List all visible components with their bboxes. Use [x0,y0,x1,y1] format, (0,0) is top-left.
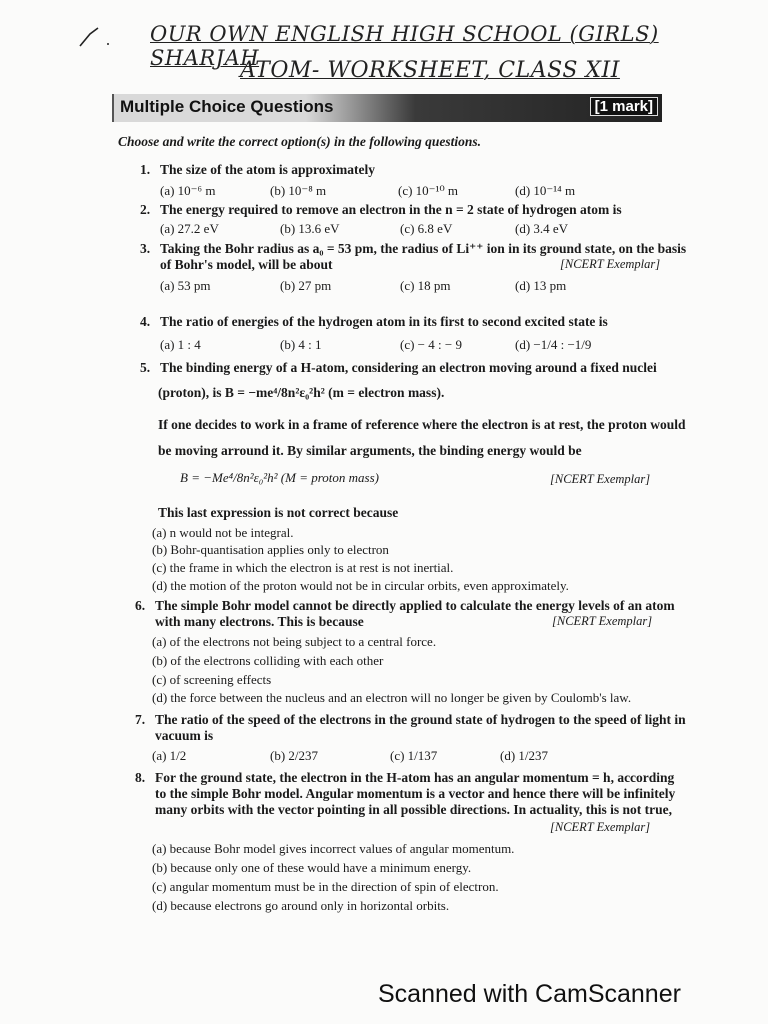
q6-option-a: (a) of the electrons not being subject to a central force. [152,634,437,649]
question-3: 3. Taking the Bohr radius as a₀ = 53 pm, the radius of Li⁺⁺ ion in its ground state, on the basis [140,241,687,256]
question-3-cont: of Bohr's model, will be about [160,257,333,272]
q4-option-c: (c) − 4 : − 9 [400,337,462,352]
q7-option-b: (b) 2/237 [270,748,319,763]
q8-source: [NCERT Exemplar] [550,820,651,834]
q7-option-d: (d) 1/237 [500,748,549,763]
question-6-cont: with many electrons. This is because [155,614,364,629]
q8-option-a: (a) because Bohr model gives incorrect values of angular momentum. [152,841,515,856]
q1-option-a: (a) 10⁻⁶ m [160,183,216,198]
q4-option-b: (b) 4 : 1 [280,337,322,352]
question-8-cont-b: many orbits with the vector pointing in all possible directions. In actuality, this is not true, [155,802,673,817]
q5-option-a: (a) n would not be integral. [152,525,294,540]
q3-option-b: (b) 27 pm [280,278,332,293]
q6-option-d: (d) the force between the nucleus and an electron will no longer be given by Coulomb's law. [152,690,632,705]
question-5: 5. The binding energy of a H-atom, considering an electron moving around a fixed nuclei [140,360,657,375]
q3-option-c: (c) 18 pm [400,278,451,293]
question-1: 1. The size of the atom is approximately [140,162,375,177]
q1-option-c: (c) 10⁻¹⁰ m [398,183,459,198]
question-4: 4. The ratio of energies of the hydrogen atom in its first to second excited state is [140,314,608,329]
q6-source: [NCERT Exemplar] [552,614,653,628]
question-5-stem: This last expression is not correct because [158,505,399,520]
q8-option-c: (c) angular momentum must be in the direction of spin of electron. [152,879,499,894]
question-5-formula: (proton), is B = −me⁴/8n²ε₀²h² (m = electron mass). [158,385,445,400]
q6-option-c: (c) of screening effects [152,672,272,687]
question-5-cont-a: If one decides to work in a frame of reference where the electron is at rest, the proton would [158,417,686,432]
question-5-equation: B = −Me⁴/8n²ε₀²h² (M = proton mass) [180,470,380,485]
q2-option-a: (a) 27.2 eV [160,221,219,236]
q5-option-d: (d) the motion of the proton would not be in circular orbits, even approximately. [152,578,569,593]
q5-source: [NCERT Exemplar] [550,472,651,486]
q4-option-a: (a) 1 : 4 [160,337,201,352]
q4-option-d: (d) −1/4 : −1/9 [515,337,592,352]
q1-option-d: (d) 10⁻¹⁴ m [515,183,576,198]
question-8: 8. For the ground state, the electron in the H-atom has an angular momentum = h, according [135,770,675,785]
q3-option-d: (d) 13 pm [515,278,567,293]
question-6: 6. The simple Bohr model cannot be directly applied to calculate the energy levels of an atom [135,598,675,613]
q2-option-b: (b) 13.6 eV [280,221,340,236]
q5-option-c: (c) the frame in which the electron is at rest is not inertial. [152,560,454,575]
q2-option-c: (c) 6.8 eV [400,221,453,236]
section-title: Multiple Choice Questions [120,97,334,116]
q1-option-b: (b) 10⁻⁸ m [270,183,327,198]
worksheet-title: ATOM- WORKSHEET, CLASS XII [240,58,620,83]
q3-source: [NCERT Exemplar] [560,257,661,271]
q5-option-b: (b) Bohr-quantisation applies only to electron [152,542,389,557]
q2-option-d: (d) 3.4 eV [515,221,569,236]
question-7-cont: vacuum is [155,728,214,743]
q8-option-b: (b) because only one of these would have a minimum energy. [152,860,472,875]
q7-option-c: (c) 1/137 [390,748,438,763]
q8-option-d: (d) because electrons go around only in horizontal orbits. [152,898,450,913]
q6-option-b: (b) of the electrons colliding with each other [152,653,384,668]
question-5-cont-b: be moving arround it. By similar arguments, the binding energy would be [158,443,582,458]
mark-badge: [1 mark] [590,97,658,116]
q7-option-a: (a) 1/2 [152,748,187,763]
instructions: Choose and write the correct option(s) in the following questions. [118,134,482,149]
q3-option-a: (a) 53 pm [160,278,211,293]
question-7: 7. The ratio of the speed of the electrons in the ground state of hydrogen to the speed of light in [135,712,686,727]
school-name: OUR OWN ENGLISH HIGH SCHOOL (GIRLS) SHARJAH [150,22,659,70]
question-2: 2. The energy required to remove an electron in the n = 2 state of hydrogen atom is [140,202,622,217]
question-8-cont-a: to the simple Bohr model. Angular momentum is a vector and hence there will be infinitely [155,786,676,801]
scanner-watermark: Scanned with CamScanner [378,980,681,1008]
